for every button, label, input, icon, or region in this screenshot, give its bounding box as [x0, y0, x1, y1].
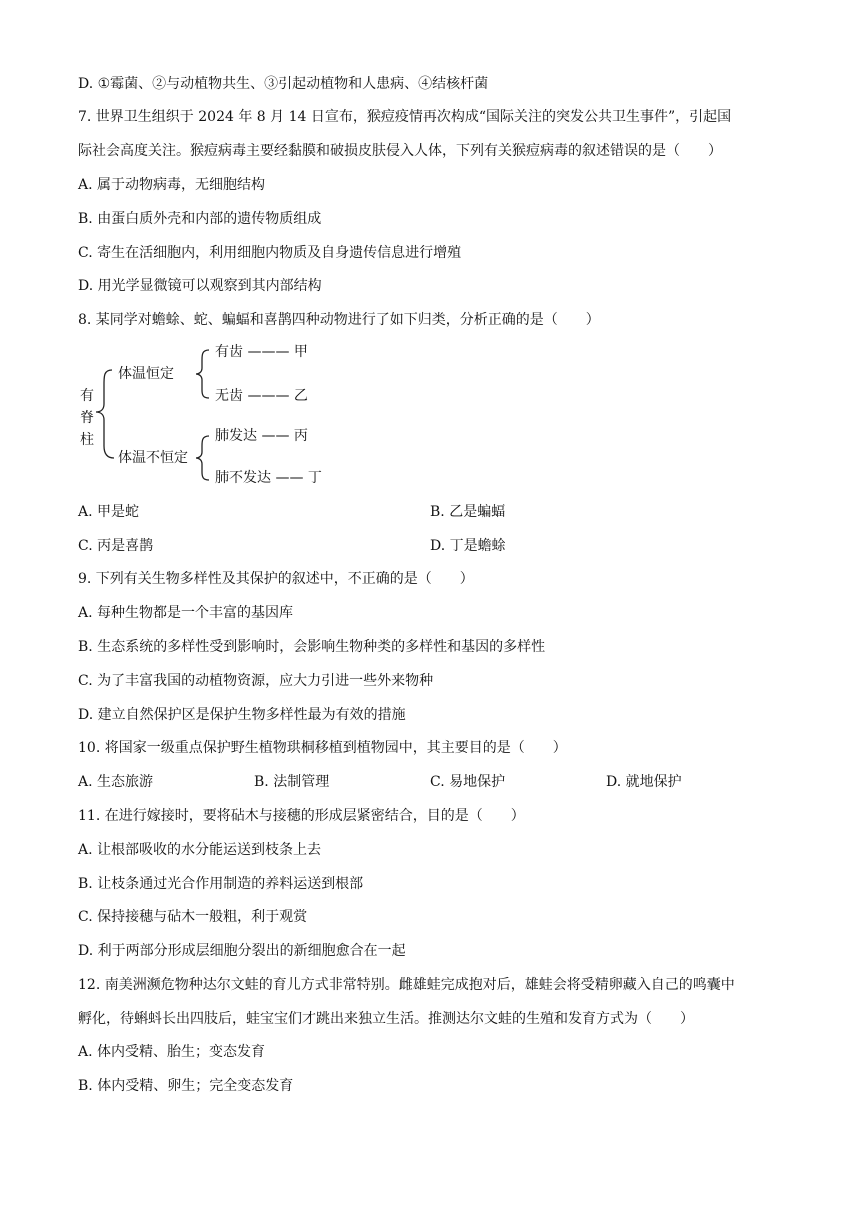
q9-option-d: D. 建立自然保护区是保护生物多样性最为有效的措施 — [78, 707, 406, 723]
q10-option-b: B. 法制管理 — [254, 774, 330, 790]
q12-stem-line1: 12. 南美洲濒危物种达尔文蛙的育儿方式非常特别。雌雄蛙完成抱对后，雄蛙会将受精卵藏入自己的鸣囊中 — [78, 977, 735, 993]
q9-stem: 9. 下列有关生物多样性及其保护的叙述中，不正确的是（ ） — [78, 571, 474, 587]
q11-option-b: B. 让枝条通过光合作用制造的养料运送到根部 — [78, 876, 364, 892]
q7-option-a: A. 属于动物病毒，无细胞结构 — [78, 177, 266, 193]
q12-option-b: B. 体内受精、卵生；完全变态发育 — [78, 1078, 294, 1094]
q10-stem: 10. 将国家一级重点保护野生植物珙桐移植到植物园中，其主要目的是（ ） — [78, 740, 567, 756]
q7-option-d: D. 用光学显微镜可以观察到其内部结构 — [78, 278, 322, 294]
cold-brace — [196, 436, 209, 480]
q8-option-b: B. 乙是蝙蝠 — [430, 504, 506, 520]
classification-diagram — [72, 340, 342, 490]
q9-option-a: A. 每种生物都是一个丰富的基因库 — [78, 605, 294, 621]
q10-option-a: A. 生态旅游 — [78, 774, 154, 790]
root-char-2: 脊 — [80, 410, 94, 426]
q11-option-d: D. 利于两部分形成层细胞分裂出的新细胞愈合在一起 — [78, 943, 406, 959]
q12-option-a: A. 体内受精、胎生；变态发育 — [78, 1044, 266, 1060]
q12-stem-line2: 孵化，待蝌蚪长出四肢后，蛙宝宝们才跳出来独立生活。推测达尔文蛙的生殖和发育方式为（ ） — [78, 1011, 694, 1027]
root-char-1: 有 — [80, 388, 94, 404]
q7-stem-line2: 际社会高度关注。猴痘病毒主要经黏膜和破损皮肤侵入人体，下列有关猴痘病毒的叙述错误的是（ ） — [78, 143, 722, 159]
leaf-no-teeth: 无齿 ——— 乙 — [215, 388, 308, 404]
main-brace — [96, 370, 114, 458]
diagram-braces — [72, 340, 342, 490]
q6-option-d: D. ①霉菌、②与动植物共生、③引起动植物和人患病、④结核杆菌 — [78, 76, 489, 92]
q10-options-row — [78, 773, 778, 791]
branch-cold-blooded: 体温不恒定 — [118, 450, 188, 466]
q8-option-c: C. 丙是喜鹊 — [78, 538, 154, 554]
q9-option-c: C. 为了丰富我国的动植物资源，应大力引进一些外来物种 — [78, 673, 434, 689]
q8-stem: 8. 某同学对蟾蜍、蛇、蝙蝠和喜鹊四种动物进行了如下归类，分析正确的是（ ） — [78, 312, 600, 328]
root-char-3: 柱 — [80, 432, 94, 448]
q11-stem: 11. 在进行嫁接时，要将砧木与接穗的形成层紧密结合，目的是（ ） — [78, 808, 525, 824]
leaf-lung-undeveloped: 肺不发达 —— 丁 — [215, 470, 322, 486]
branch-warm-blooded: 体温恒定 — [118, 366, 174, 382]
leaf-lung-developed: 肺发达 —— 丙 — [215, 428, 308, 444]
q7-stem-line1: 7. 世界卫生组织于 2024 年 8 月 14 日宣布，猴痘疫情再次构成“国际关注的突发公共卫生事件”，引起国 — [78, 109, 732, 125]
q7-option-b: B. 由蛋白质外壳和内部的遗传物质组成 — [78, 211, 322, 227]
q7-option-c: C. 寄生在活细胞内，利用细胞内物质及自身遗传信息进行增殖 — [78, 245, 462, 261]
q9-option-b: B. 生态系统的多样性受到影响时，会影响生物种类的多样性和基因的多样性 — [78, 639, 546, 655]
q11-option-a: A. 让根部吸收的水分能运送到枝条上去 — [78, 842, 322, 858]
q8-option-d: D. 丁是蟾蜍 — [430, 538, 506, 554]
q10-option-c: C. 易地保护 — [430, 774, 506, 790]
q10-option-d: D. 就地保护 — [606, 774, 682, 790]
q11-option-c: C. 保持接穗与砧木一般粗，利于观赏 — [78, 909, 308, 925]
warm-brace — [196, 350, 209, 398]
q8-option-a: A. 甲是蛇 — [78, 504, 140, 520]
leaf-has-teeth: 有齿 ——— 甲 — [215, 344, 308, 360]
